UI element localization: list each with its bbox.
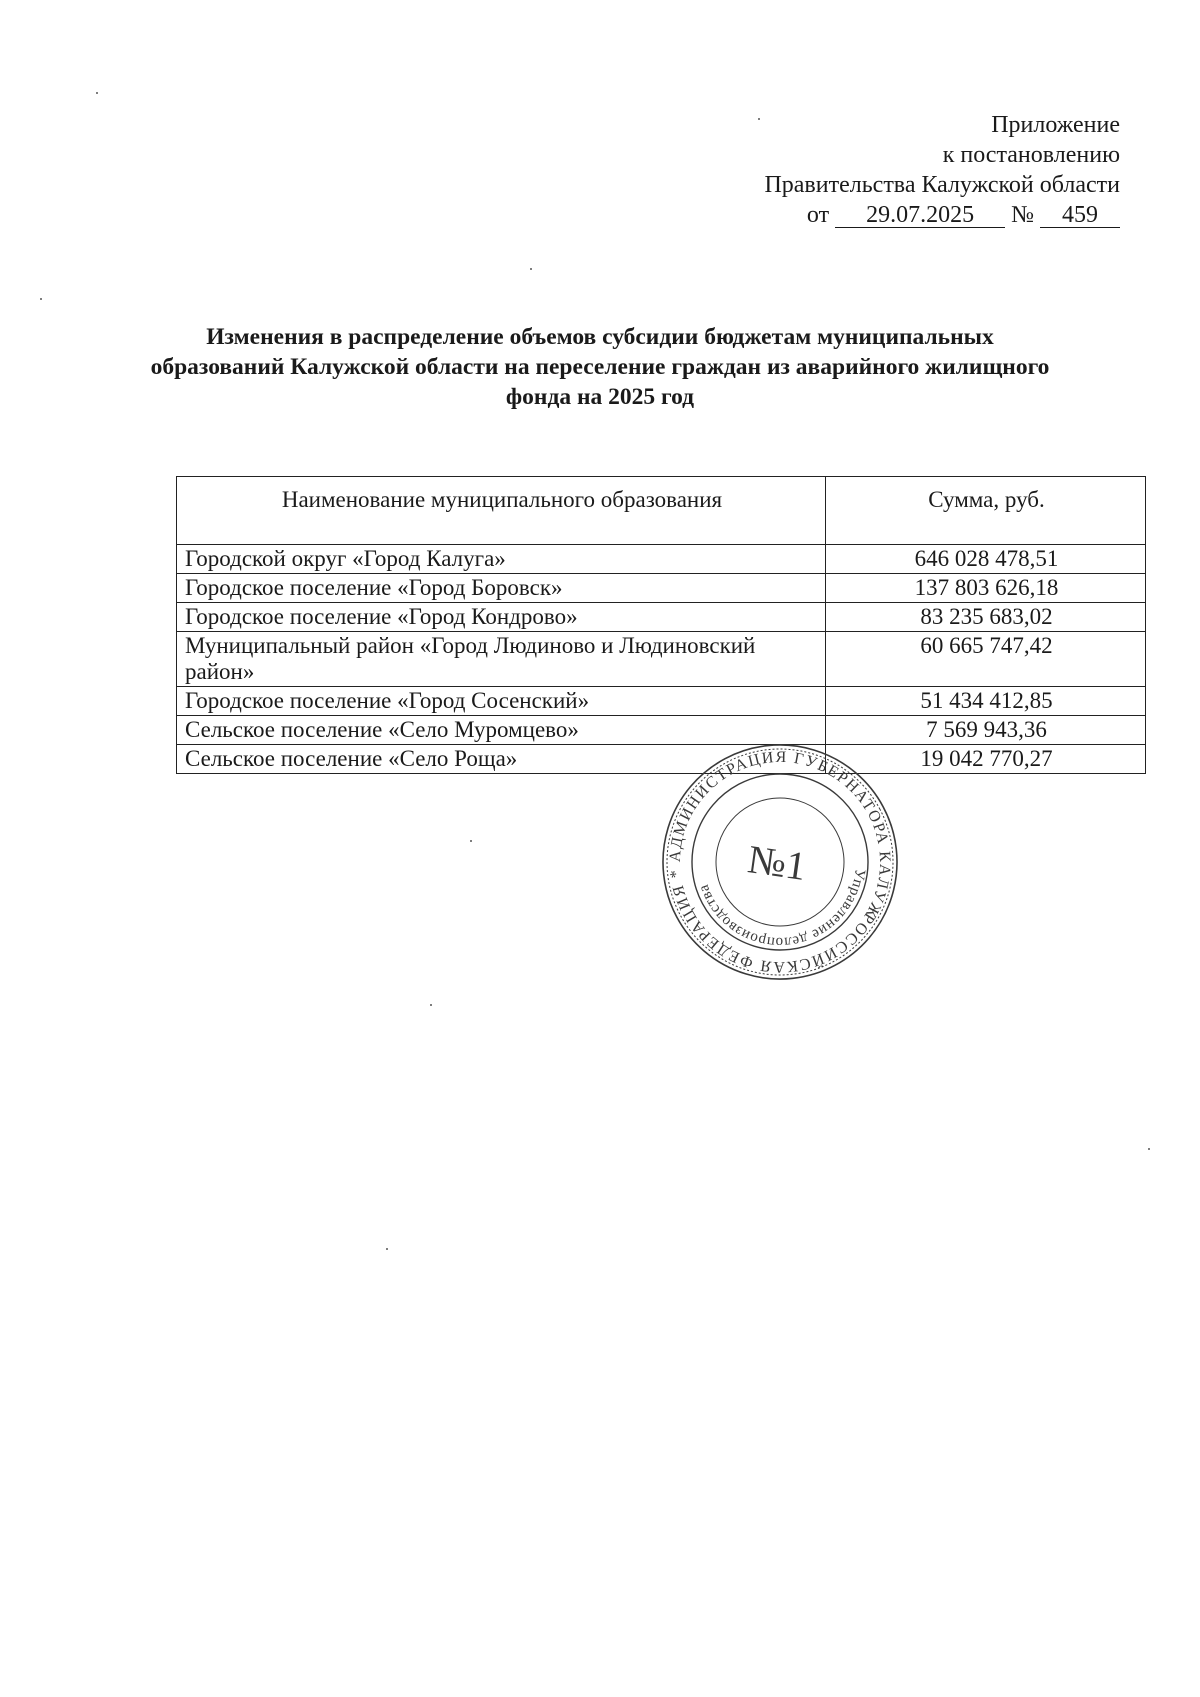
table-row — [177, 574, 1146, 603]
subsidy-amount: 7 569 943,36 — [826, 716, 1146, 745]
appendix-resolution-ref: к постановлению — [942, 142, 1120, 168]
scan-speck — [530, 268, 532, 270]
seal-outer-text: РОССИЙСКАЯ ФЕДЕРАЦИЯ * АДМИНИСТРАЦИЯ ГУБЕРНАТОРА КАЛУЖСКОЙ — [666, 748, 894, 976]
appendix-issuer: Правительства Калужской области — [764, 172, 1120, 198]
municipality-name: Городское поселение «Город Кондрово» — [177, 603, 826, 632]
document-title: Изменения в распределение объемов субсидии бюджетам муниципальных образований Калужской области на переселение граждан из аварийного жилищного фонда на 2025 год — [150, 324, 1050, 410]
scan-speck — [386, 1248, 388, 1250]
scan-speck — [96, 92, 98, 94]
table-header-row — [177, 477, 1146, 545]
resolution-number: 459 — [1040, 203, 1120, 228]
from-label: от — [806, 202, 830, 228]
number-label: № — [1011, 202, 1034, 228]
table-row — [177, 716, 1146, 745]
municipality-name: Городское поселение «Город Боровск» — [177, 574, 826, 603]
seal-center-number: №1 — [745, 836, 809, 889]
appendix-header — [764, 110, 1120, 230]
subsidy-amount: 19 042 770,27 — [826, 745, 1146, 774]
subsidy-amount: 60 665 747,42 — [826, 632, 1146, 687]
appendix-title: Приложение — [991, 112, 1120, 138]
municipality-name: Муниципальный район «Город Людиново и Людиновский район» — [177, 632, 826, 687]
subsidy-amount: 51 434 412,85 — [826, 687, 1146, 716]
resolution-date: 29.07.2025 — [835, 203, 1005, 228]
scan-speck — [470, 840, 472, 842]
municipality-name: Городской округ «Город Калуга» — [177, 545, 826, 574]
subsidy-amount: 137 803 626,18 — [826, 574, 1146, 603]
municipality-name: Сельское поселение «Село Роща» — [177, 745, 826, 774]
scan-speck — [40, 298, 42, 300]
subsidy-amount: 83 235 683,02 — [826, 603, 1146, 632]
subsidy-table — [176, 476, 1146, 774]
municipality-name: Городское поселение «Город Сосенский» — [177, 687, 826, 716]
municipality-name: Сельское поселение «Село Муромцево» — [177, 716, 826, 745]
appendix-date-number-line — [764, 200, 1120, 230]
table-row — [177, 603, 1146, 632]
seal-inner-text: Управление делопроизводства — [695, 867, 868, 951]
scan-speck — [430, 1004, 432, 1006]
scan-speck — [1148, 1148, 1150, 1150]
table-row — [177, 545, 1146, 574]
subsidy-amount: 646 028 478,51 — [826, 545, 1146, 574]
scan-speck — [758, 118, 760, 120]
header-municipality: Наименование муниципального образования — [177, 477, 826, 545]
header-amount: Сумма, руб. — [826, 477, 1146, 545]
table-row — [177, 687, 1146, 716]
official-seal — [660, 742, 900, 982]
table-row — [177, 632, 1146, 687]
